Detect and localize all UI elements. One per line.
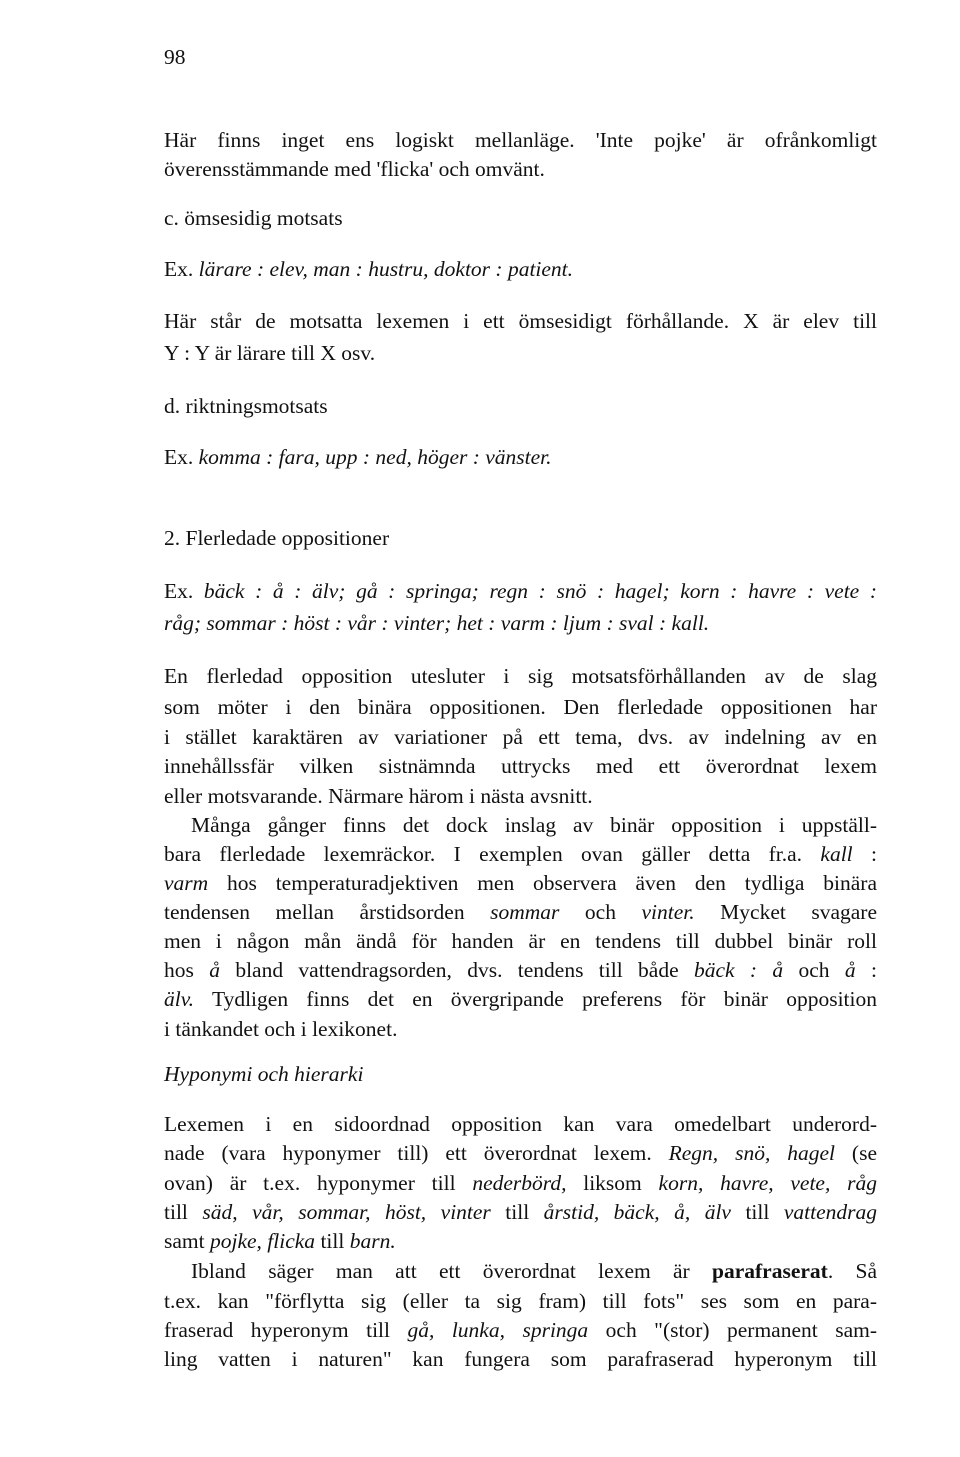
text-run: å [209,958,220,982]
text-run: årstid, bäck, å, älv [543,1200,731,1224]
text-run: i tänkandet och i lexikonet. [164,1017,398,1041]
text-run: barn. [349,1229,396,1253]
text-line [164,256,573,282]
text-line [164,525,389,551]
text-line [164,928,877,954]
text-run: till [164,1200,203,1224]
text-line [164,1288,877,1314]
text-run: Här står de motsatta lexemen i ett ömsesidigt förhållande. X är elev till [164,309,877,333]
text-run: liksom [566,1171,659,1195]
text-run: c. ömsesidig motsats [164,206,343,230]
text-run: En flerledad opposition utesluter i sig motsatsförhållanden av de slag [164,664,877,688]
text-line [164,663,877,689]
text-run: Mycket svagare [694,900,877,924]
text-run: vinter. [641,900,695,924]
text-run: å [844,958,856,982]
text-run: och [783,958,845,982]
text-run: sommar [490,900,560,924]
text-run: . Så [827,1259,877,1283]
text-line [164,444,552,470]
text-line [164,753,877,779]
text-run: till [730,1200,784,1224]
text-run: lärare : elev, man : hustru, doktor : patient. [198,257,574,281]
text-line [164,724,877,750]
text-run: : [852,842,877,866]
text-run: Många gånger finns det dock inslag av binär opposition i uppställ- [191,813,877,837]
text-run: hos temperaturadjektiven men observera även den tydliga binära [208,871,877,895]
text-run: Lexemen i en sidoordnad opposition kan vara omedelbart underord- [164,1112,877,1136]
text-run: : [855,958,877,982]
text-run: Ex. [164,579,204,603]
text-run: råg; sommar : höst : vår : vinter; het : varm : ljum : sval : kall. [164,611,710,635]
text-run: bara flerledade lexemräckor. I exemplen ovan gäller detta fr.a. [164,842,821,866]
text-line [164,156,545,182]
text-run: pojke, flicka [209,1229,316,1253]
text-run: nade (vara hyponymer till) ett överordnat lexem. [164,1141,669,1165]
text-run: d. riktningsmotsats [164,394,328,418]
text-run: varm [164,871,209,895]
text-line [164,986,877,1012]
text-line [191,812,877,838]
text-run: innehållssfär vilken sistnämnda uttrycks med ett överordnat lexem [164,754,877,778]
text-line [164,393,328,419]
text-run: men i någon mån ändå för handen är en tendens till dubbel binär roll [164,929,877,953]
text-run: och [559,900,642,924]
text-line [164,340,375,366]
text-line [164,127,877,153]
text-run: tendensen mellan årstidsorden [164,900,491,924]
text-run: gå, lunka, springa [407,1318,589,1342]
text-run: Hyponymi och hierarki [164,1062,364,1086]
text-run: Här finns inget ens logiskt mellanläge. 'Inte pojke' är ofrånkomligt [164,128,877,152]
text-line [164,957,877,983]
text-run: Y : Y är lärare till X osv. [164,341,376,365]
text-line [164,308,877,334]
text-run: t.ex. kan "förflytta sig (eller ta sig fram) till fots" ses som en para- [164,1289,877,1313]
text-run: fraserad hyperonym till [164,1318,408,1342]
text-run: säd, vår, sommar, höst, vinter [202,1200,491,1224]
text-line [164,1170,877,1196]
text-line [164,1111,877,1137]
text-run: komma : fara, upp : ned, höger : vänster. [198,445,552,469]
text-run: eller motsvarande. Närmare härom i nästa avsnitt. [164,784,593,808]
text-run: Tydligen finns det en övergripande preferens för binär opposition [194,987,877,1011]
text-line [164,1140,877,1166]
text-run: och "(stor) permanent sam- [588,1318,877,1342]
text-run: Regn, snö, hagel [668,1141,836,1165]
text-run: till [490,1200,544,1224]
text-line [164,205,343,231]
page-number: 98 [164,45,186,69]
text-line [164,1016,397,1042]
text-line [164,1346,877,1372]
text-run: överensstämmande med 'flicka' och omvänt. [164,157,545,181]
text-run: hos [164,958,210,982]
text-run: vattendrag [783,1200,877,1224]
text-line [164,694,877,720]
text-run: Ex. [164,445,199,469]
text-line [164,610,709,636]
text-run: parafraserat [712,1259,828,1283]
text-run: som möter i den binära oppositionen. Den flerledade oppositionen har [164,695,877,719]
text-line [164,578,877,604]
text-line [164,1061,363,1087]
text-line [191,1258,877,1284]
text-run: bäck : å [693,958,784,982]
text-run: bäck : å : älv; gå : springa; regn : snö : hagel; korn : havre : vete : [203,579,877,603]
text-line [164,1317,877,1343]
text-line [164,841,877,867]
text-run: (se [835,1141,877,1165]
text-run: kall [820,842,853,866]
text-run: ovan) är t.ex. hyponymer till [164,1171,473,1195]
text-line [164,1199,877,1225]
text-run: ling vatten i naturen" kan fungera som parafraserad hyperonym till [164,1347,877,1371]
text-line [164,899,877,925]
text-run: till [315,1229,350,1253]
text-line [164,870,877,896]
text-run: i stället karaktären av variationer på ett tema, dvs. av indelning av en [164,725,877,749]
text-run: nederbörd, [472,1171,567,1195]
text-run: bland vattendragsorden, dvs. tendens till både [219,958,694,982]
text-run: Ibland säger man att ett överordnat lexem är [191,1259,712,1283]
text-run: korn, havre, vete, råg [658,1171,877,1195]
text-line [164,1228,396,1254]
text-run: Ex. [164,257,199,281]
text-run: 2. Flerledade oppositioner [164,526,390,550]
text-run: älv. [164,987,195,1011]
text-line [164,783,593,809]
text-run: samt [164,1229,210,1253]
